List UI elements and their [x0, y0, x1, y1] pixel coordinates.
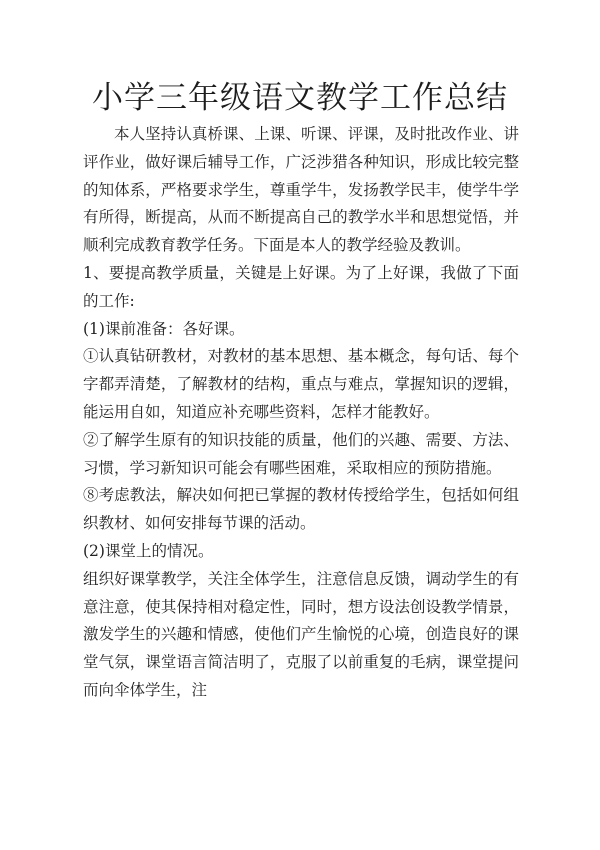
paragraph-subheading-1: (1)课前准备：各好课。	[83, 319, 245, 338]
paragraph-subheading-2: (2)课堂上的情况。	[83, 541, 214, 560]
paragraph-intro: 本人坚持认真桥课、上课、听课、评课，及时批改作业、讲评作业，做好课后辅导工作，广泛涉猎各种知识，形成比较完整的知体系，严格要求学生，尊重学牛，发扬教学民丰，使学牛学有所得，断提高，从而不断提高自己的教学水半和思想觉悟，并顺利完成教育教学任务。下面是本人的教学经验及教训。	[83, 125, 519, 255]
document-body	[83, 121, 519, 705]
paragraph-item-2: ②了解学生原有的知识技能的质量，他们的兴趣、需要、方法、习惯，学习新知识可能会有哪些困难，采取相应的预防措施。	[83, 430, 519, 477]
paragraph-item-1: ①认真钻研教材，对教材的基本思想、基本概念，每句话、每个字都弄清楚，了解教材的结构，重点与难点，掌握知识的逻辑，能运用自如，知道应补充哪些资料，怎样才能教好。	[83, 347, 519, 421]
paragraph-classroom: 组织好课掌教学，关注全体学生，注意信息反馈，调动学生的有意注意，使其保持相对稳定性，同时，想方设法创设教学情景，激发学生的兴趣和情感，使他们产生愉悦的心境，创造良好的课堂气氛，课堂语言简洁明了，克服了以前重复的毛病，课堂提问而向伞体学生，注	[83, 569, 519, 699]
document-title: 小学三年级语文教学工作总结	[92, 80, 508, 116]
paragraph-point-1: 1、要提高教学质量，关键是上好课。为了上好课，我做了下面的工作:	[83, 263, 519, 310]
paragraph-item-3: ⑧考虑教法，解决如何把已掌握的教材传授给学生，包括如何组织教材、如何安排每节课的活动。	[83, 486, 519, 533]
